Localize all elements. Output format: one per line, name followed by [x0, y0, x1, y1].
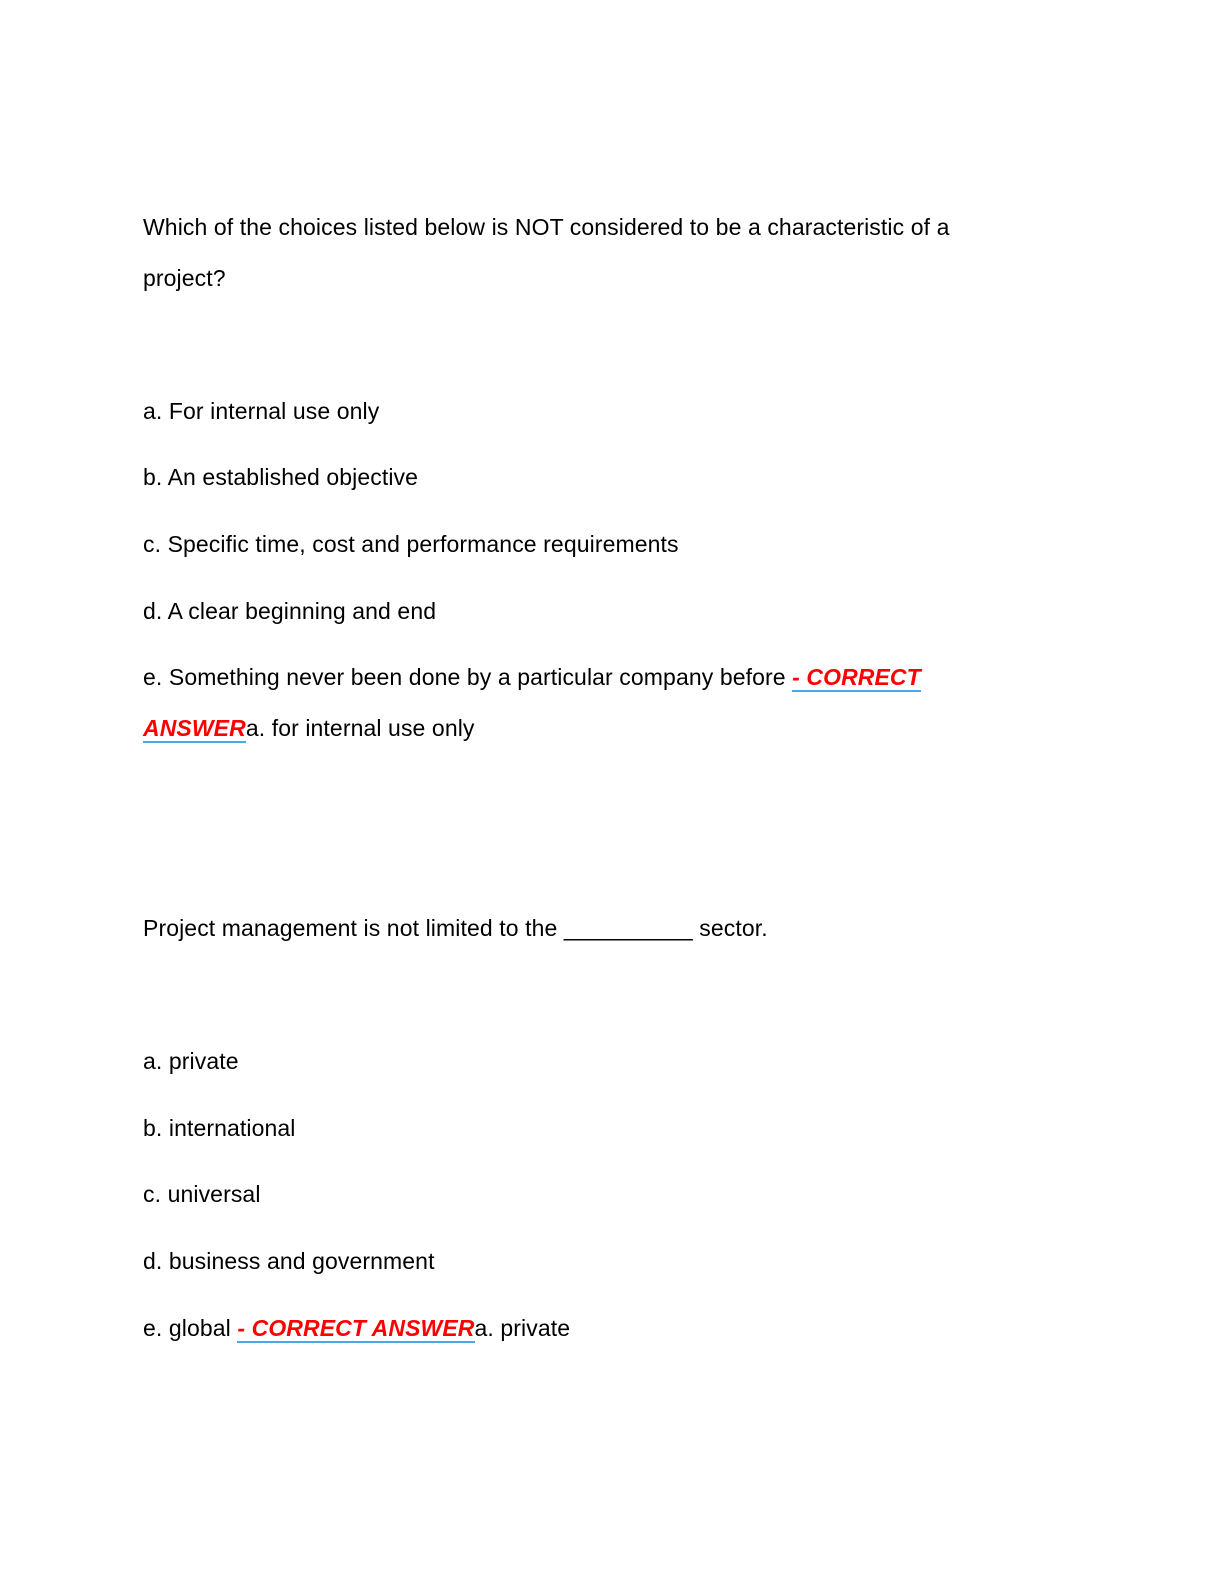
question-2-prompt: Project management is not limited to the __________ sector.	[143, 915, 768, 941]
question-1-answer-line	[143, 713, 475, 743]
question-1-option-e-text: e. Something never been done by a particular company before	[143, 664, 793, 690]
question-1-option-d: d. A clear beginning and end	[143, 598, 437, 624]
question-1-prompt-line-1: Which of the choices listed below is NOT considered to be a characteristic of a	[143, 214, 950, 240]
question-1-prompt-line-2: project?	[143, 265, 226, 291]
question-1-option-c: c. Specific time, cost and performance requirements	[143, 531, 679, 557]
question-1-option-a: a. For internal use only	[143, 398, 380, 424]
question-1-answer-text: a. for internal use only	[245, 715, 475, 741]
question-2-option-e-text: e. global	[143, 1315, 238, 1341]
question-2-option-c: c. universal	[143, 1181, 261, 1207]
question-2-answer-text: a. private	[474, 1315, 571, 1341]
question-2-answer-tag: - CORRECT ANSWER	[237, 1315, 475, 1341]
question-1-option-b: b. An established objective	[143, 464, 419, 490]
question-2-option-b: b. international	[143, 1115, 296, 1141]
question-1-answer-tag-part-2: ANSWER	[143, 715, 246, 741]
question-1-option-e	[143, 662, 921, 692]
question-2-option-a: a. private	[143, 1048, 239, 1074]
question-2-option-d: d. business and government	[143, 1248, 435, 1274]
question-1-answer-tag-part-1: - CORRECT	[792, 664, 921, 690]
question-2-option-e	[143, 1313, 570, 1343]
